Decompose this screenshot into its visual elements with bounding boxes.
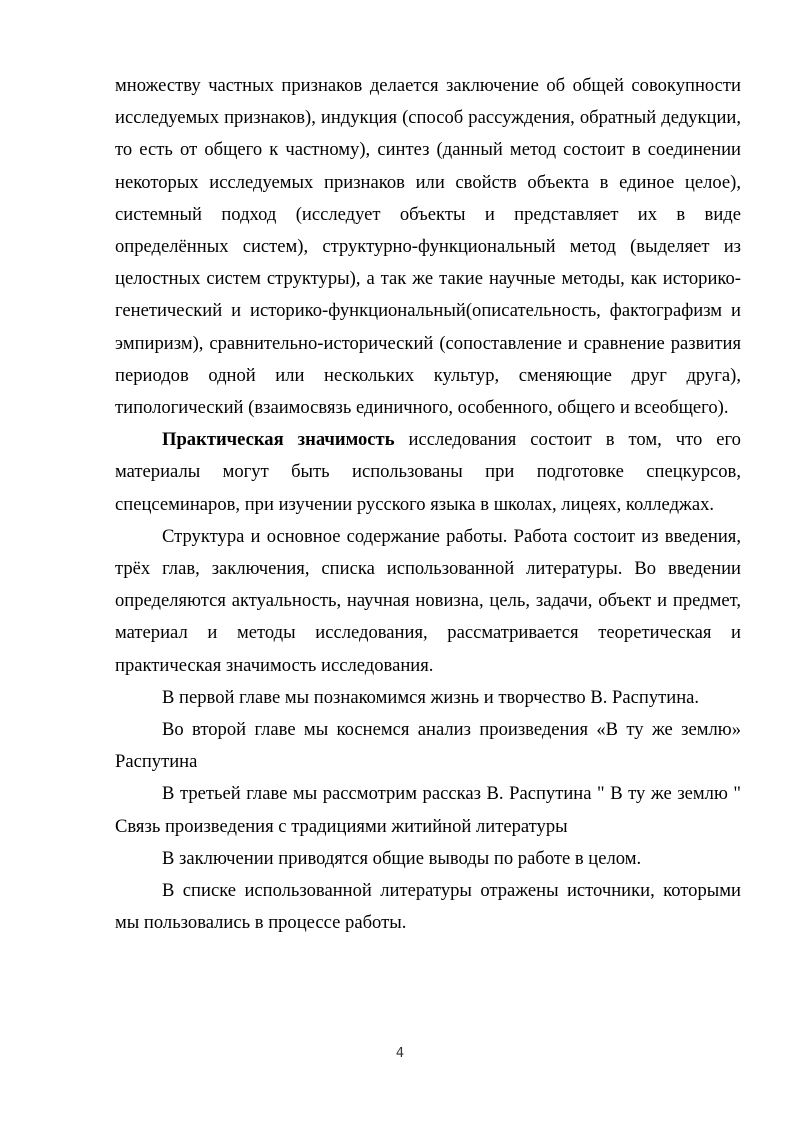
document-body xyxy=(115,70,741,939)
page-number: 4 xyxy=(395,1046,405,1061)
paragraph-conclusion: В заключении приводятся общие выводы по работе в целом. xyxy=(162,847,642,869)
paragraph-references: В списке использованной литературы отражены источники, которыми мы пользовались в процессе работы. xyxy=(115,880,741,934)
paragraph-chapter-two: Во второй главе мы коснемся анализ произведения «В ту же землю» Распутина xyxy=(115,719,741,773)
paragraph-chapter-one: В первой главе мы познакомимся жизнь и творчество В. Распутина. xyxy=(162,686,700,708)
paragraph-structure: Структура и основное содержание работы. Работа состоит из введения, трёх глав, заключения, списка использованной литературы. Во введении определяются актуальность, научная новизна, цель, задачи, объект и предмет, материал и методы исследования, рассматривается теоретическая и практическая значимость исследования. xyxy=(115,525,741,676)
paragraph-practical-significance xyxy=(115,424,741,521)
paragraph-research-methods: множеству частных признаков делается заключение об общей совокупности исследуемых признаков), индукция (способ рассуждения, обратный дедукции, то есть от общего к частному), синтез (данный метод состоит в соединении некоторых исследуемых признаков или свойств объекта в единое целое), системный подход (исследует объекты и представляет их в виде определённых систем), структурно-функциональный метод (выделяет из целостных систем структуры), а так же такие научные методы, как историко-генетический и историко-функциональный(описательность, фактографизм и эмпиризм), сравнительно-исторический (сопоставление и сравнение развития периодов одной или нескольких культур, сменяющие друг друга), типологический (взаимосвязь единичного, особенного, общего и всеобщего). xyxy=(115,75,741,419)
practical-significance-text: исследования состоит в том, что его материалы могут быть использованы при подготовке спецкурсов, спецсеминаров, при изучении русского языка в школах, лицеях, колледжах. xyxy=(115,429,741,515)
paragraph-chapter-three: В третьей главе мы рассмотрим рассказ В. Распутина " В ту же землю " Связь произведения с традициями житийной литературы xyxy=(115,783,741,837)
practical-significance-heading: Практическая значимость xyxy=(162,429,395,451)
